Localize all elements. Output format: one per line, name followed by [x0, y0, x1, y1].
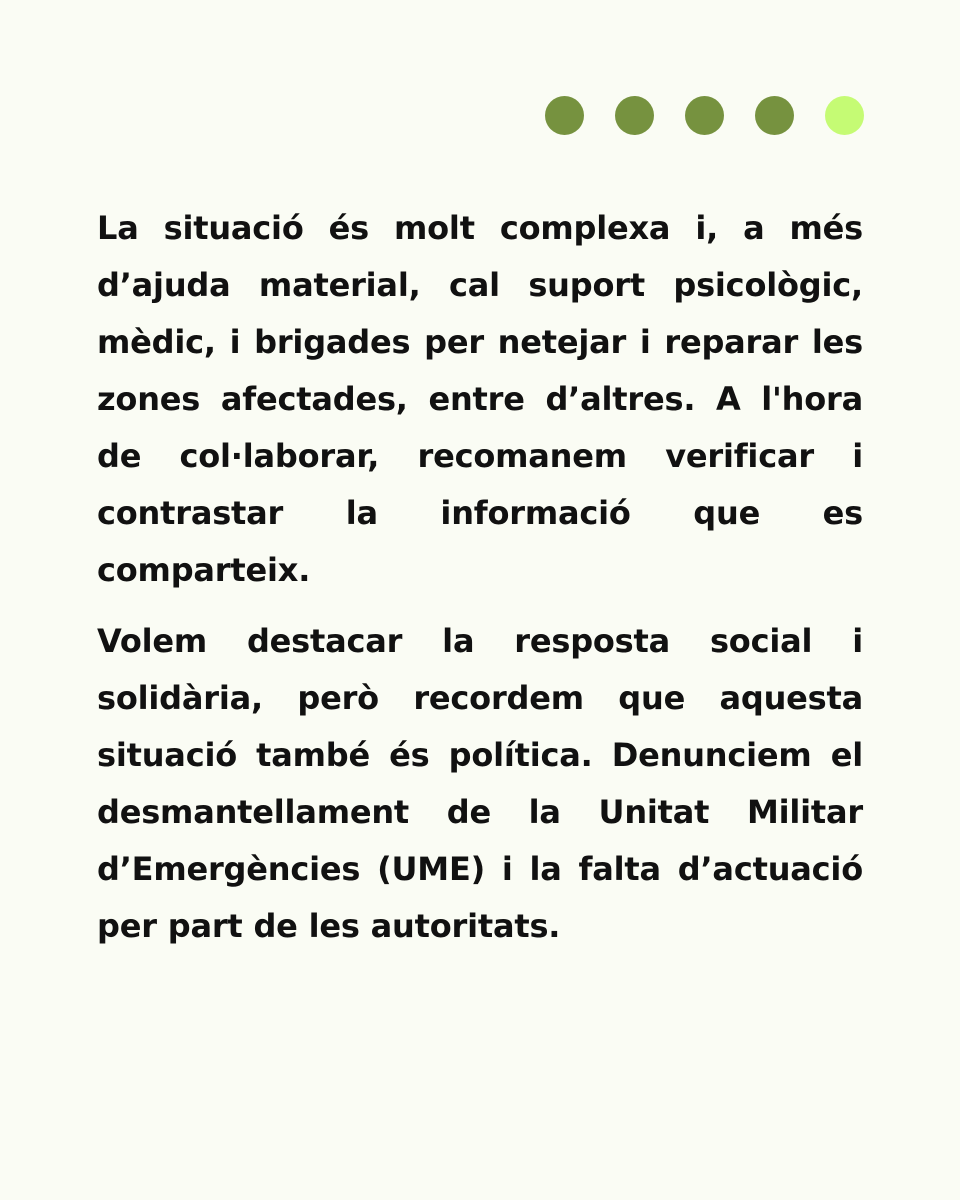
- progress-dot: [545, 96, 584, 135]
- body-text: [97, 200, 863, 955]
- progress-dot: [685, 96, 724, 135]
- progress-dot: [615, 96, 654, 135]
- slide-progress-dots: [545, 96, 864, 135]
- progress-dot-current: [825, 96, 864, 135]
- paragraph-2: Volem destacar la resposta social i solidària, però recordem que aquesta situació també és política. Denunciem el desmantellament de la Unitat Militar d’Emergències (UME) i la falta d’actuació per part de les autoritats.: [97, 622, 863, 945]
- paragraph-1: La situació és molt complexa i, a més d’ajuda material, cal suport psicològic, mèdic, i brigades per netejar i reparar les zones afectades, entre d’altres. A l'hora de col·laborar, recomanem verificar i contrastar la informació que es comparteix.: [97, 209, 863, 589]
- progress-dot: [755, 96, 794, 135]
